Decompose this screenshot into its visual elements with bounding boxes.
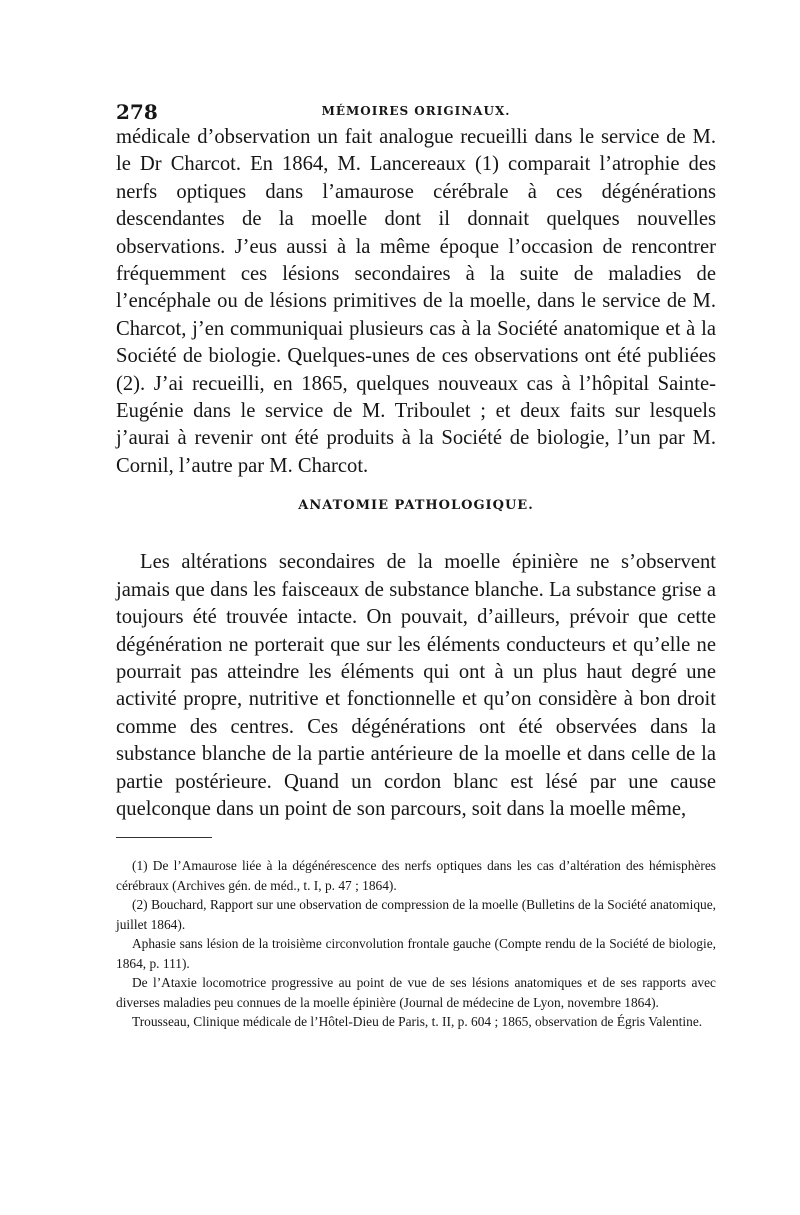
paragraph-1: médicale d’observation un fait analogue recueilli dans le service de M. le Dr Charcot. En 1864, M. Lancereaux (1) comparait l’atrophie des nerfs optiques dans l’amaurose cérébrale à ces dégénérations descendantes de la moelle dont il donnait quelques nouvelles observations. J’eus aussi à la même époque l’occasion de rencontrer fréquemment ces lésions secondaires à la suite de maladies de l’encéphale ou de lésions primitives de la moelle, dans le service de M. Charcot, j’en communiquai plusieurs cas à la Société anatomique et à la Société de biologie. Quelques-unes de ces observations ont été publiées (2). J’ai recueilli, en 1865, quelques nouveaux cas à l’hôpital Sainte-Eugénie dans le service de M. Triboulet ; et deux faits sur lesquels j’aurai à revenir ont été produits à la Société de biologie, l’un par M. Cornil, l’autre par M. Charcot. [116, 126, 716, 477]
footnote-5: Trousseau, Clinique médicale de l’Hôtel-Dieu de Paris, t. II, p. 604 ; 1865, observation de Égris Valentine. [132, 1014, 703, 1030]
footnote-4: De l’Ataxie locomotrice progressive au point de vue de ses lésions anatomiques et de ses rapports avec diverses maladies peu connues de la moelle épinière (Journal de médecine de Lyon, novembre 1864). [116, 975, 716, 1010]
section-heading: ANATOMIE PATHOLOGIQUE. [298, 498, 534, 514]
footnote-rule [116, 837, 212, 838]
footnotes [116, 856, 716, 1032]
running-title: MÉMOIRES ORIGINAUX. [321, 104, 511, 118]
footnote-1: (1) De l’Amaurose liée à la dégénérescence des nerfs optiques dans les cas d’altération des hémisphères cérébraux (Archives gén. de méd., t. I, p. 47 ; 1864). [116, 858, 716, 893]
page-number: 278 [116, 100, 158, 124]
footnote-2: (2) Bouchard, Rapport sur une observation de compression de la moelle (Bulletins de la Société anatomique, juillet 1864). [116, 897, 716, 932]
footnote-3: Aphasie sans lésion de la troisième circonvolution frontale gauche (Compte rendu de la Société de biologie, 1864, p. 111). [116, 936, 716, 971]
paragraph-2: Les altérations secondaires de la moelle épinière ne s’observent jamais que dans les faisceaux de substance blanche. La substance grise a toujours été trouvée intacte. On pouvait, d’ailleurs, prévoir que cette dégénération ne porterait que sur les éléments conducteurs et qu’elle ne pourrait pas atteindre les éléments qui ont à un plus haut degré une activité propre, nutritive et fonctionnelle et qu’on considère à bon droit comme des centres. Ces dégénérations ont été observées dans la substance blanche de la partie antérieure de la moelle et dans celle de la partie postérieure. Quand un cordon blanc est lésé par une cause quelconque dans un point de son parcours, soit dans la moelle même, [116, 551, 716, 820]
running-head [116, 94, 716, 122]
